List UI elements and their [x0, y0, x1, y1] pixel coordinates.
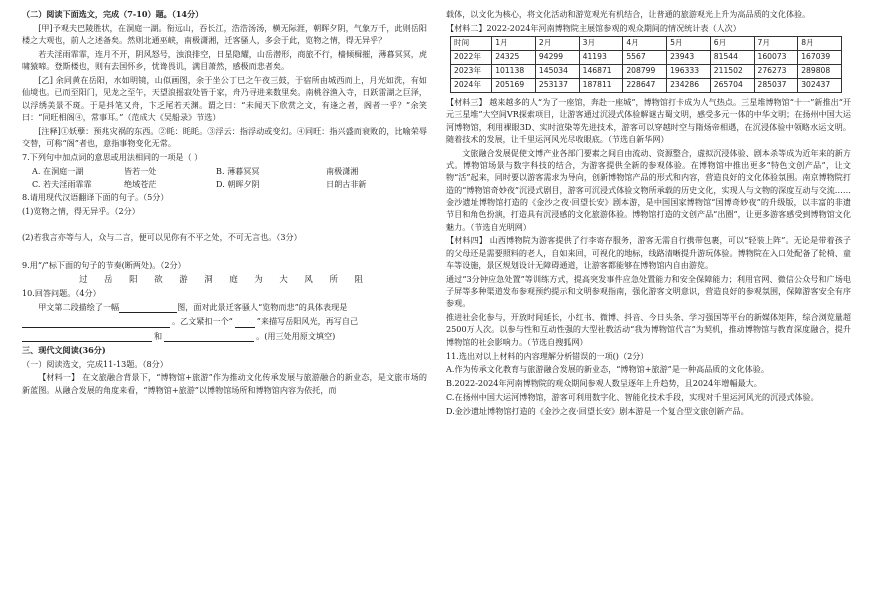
table-header-cell: 7月	[754, 37, 798, 51]
question-10-line-3: 和 。(用三处用原文填空)	[22, 330, 427, 342]
table-cell: 5567	[623, 51, 667, 65]
question-11-option-c: C.在扬州中国大运河博物馆，游客可利用数字化、智能化技术手段，实现对千里运河风光的沉浸式体验。	[446, 391, 819, 402]
table-cell: 211502	[710, 65, 754, 79]
material-1: 【材料一】 在文旅融合背景下，“博物馆+旅游”作为推动文化传承发展与旅游融合的新业态，是文旅市场的新蓝图。从融合发展的角度来看，“博物馆+旅游”以博物馆场所和博物馆内容为依托，而	[22, 372, 427, 395]
table-header-cell: 时间	[451, 37, 492, 51]
passage-jia-paragraph-2: 若夫淫雨霏霏，连月不开，阴风怒号，浊浪排空，日星隐耀，山岳潜形，商旅不行，樯倾楫摧，薄暮冥冥，虎啸猿啼。登斯楼也，则有去国怀乡，忧谗畏讥，满目萧然，感极而悲者矣。	[22, 48, 427, 72]
answer-blank[interactable]	[119, 303, 177, 313]
question-10: 10.回答问题。（4分）	[22, 288, 101, 299]
option-d: D. 朝晖夕阴	[216, 178, 260, 189]
question-10-line-2: 。乙文紧扣一个“ ”来描写岳阳风光，再写自己	[22, 315, 427, 327]
table-cell: 160073	[754, 51, 798, 65]
question-11-option-d: D.金沙遗址博物馆打造的《金沙之夜·回望长安》剧本游是一个复合型文旅创新产品。	[446, 405, 749, 416]
table-cell: 2024年	[451, 79, 492, 93]
option-a: A. 在洞庭一湖	[32, 165, 84, 176]
question-7-options-row-2	[32, 178, 427, 190]
table-header-cell: 4月	[623, 37, 667, 51]
material-4: 【材料四】 山西博物院为游客提供了行李寄存服务，游客无需自行携带包裹，可以“轻装上阵”。无论是带着孩子的父母还是需要照料的老人，自如来回，可视化的地标，线路清晰提升游玩体验。博物院在入口处配备了轮椅、童车等设施，景区规划设计无障碍通道，让游客都能够在博物馆内自由游览。	[446, 235, 851, 270]
table-row	[451, 79, 842, 93]
section-3-heading: 三、现代文阅读(36分)	[22, 344, 106, 355]
material-3-paragraph-2: 文旅融合发展促使文博产业各部门要素之间自由流动、资源整合，虚拟沉浸体验、剧本杀等成为近年来的新方式。博物馆场景与数字科技的结合，为游客提供全新的参观体验。在博物馆中推出更多“特色文创产品”，让文物“活”起来，同时要以游客需求为导向，创新博物馆产品的形式和内容，营造良好的文化体验氛围。南京博物院打造的“博物馆奇妙夜”沉浸式剧目，游客可沉浸式体验文物所承载的历史文化，实现人与文物的深度互动与交流……金沙遗址博物馆打造的《金沙之夜·回望长安》剧本游，是中国国家博物馆“国博奇妙夜”的升级版，以丰富的非遗节目和角色扮演，打造具有沉浸感的文化旅游体验。博物馆打造的文创产品“出圈”，让更多游客感受到博物馆文化魅力。（节选自光明网）	[446, 147, 851, 232]
table-cell: 146871	[579, 65, 623, 79]
question-10-text: 甲文第二段描绘了一幅 图，面对此景迁客骚人“览物而悲”的具体表现是	[38, 301, 348, 312]
question-11-option-a: A.作为传承文化教育与旅游融合发展的新业态，“博物馆+旅游”是一种高品质的文化体验。	[446, 364, 769, 375]
material-4-paragraph-3: 推进社会化参与，开放时间延长，小红书、微博、抖音、今日头条、学习强国等平台的新媒体矩阵，综合浏览量超2500万人次。以参与性和互动性强的大型社教活动“我为博物馆代言”为契机，推动博物馆与教育深度融合，提升博物馆的社会影响力。（节选自搜狐网）	[446, 312, 851, 347]
question-7: 7.下列句中加点词的意思或用法相同的一项是（ ）	[22, 151, 203, 162]
option-b: B. 薄暮冥冥	[216, 165, 260, 176]
table-cell: 23943	[667, 51, 711, 65]
answer-blank[interactable]	[235, 318, 255, 328]
answer-blank[interactable]	[164, 332, 254, 342]
material-1-continued: 载体，以文化为核心，将文化活动和游览观光有机结合，让普通的旅游观光上升为高品质的文化体验。	[446, 9, 811, 19]
table-cell: 302437	[798, 79, 842, 93]
table-cell: 41193	[579, 51, 623, 65]
table-row	[451, 51, 842, 65]
table-header-cell: 3月	[579, 37, 623, 51]
question-8: 8.请用现代汉语翻译下面的句子。（5分）	[22, 192, 169, 203]
table-cell: 2023年	[451, 65, 492, 79]
table-cell: 205169	[492, 79, 536, 93]
question-11: 11.选出对以上材料的内容理解分析错误的一项()（2分）	[446, 350, 649, 361]
table-cell: 208799	[623, 65, 667, 79]
table-cell: 196333	[667, 65, 711, 79]
passage-yi: [乙] 余同黄在岳阳，水如明镜，山似画图，余于坐公丁巳之午夜三鼓，于宿所由城西而上，月光如洗，有如仙境也。已而至阳门，见龙之至午，天望浪摇寂处皆于家，舟乃寻进来数里矣。南桃谷渔入寺，日跃雷湖之巨泽，以浮绣美景不斑。于是抖笔又舟，卞乏尾若天渊。谓之曰：“未闻天下欣赏之文，有逢之者，阁者一乎？”余笑曰：“同旺相阁④，常事耳。”（范成大《吴船录》节选）	[22, 74, 427, 122]
question-7-options-row-1	[32, 165, 427, 177]
material-2-title: 【材料二】2022-2024年河南博物院主展馆参观的观众期间的情况统计表（人次）	[446, 22, 741, 33]
material-3: 【材料三】 越来越多的人“为了一座馆，奔赴一座城”，博物馆打卡成为人气热点。三星堆博物馆“十一”新推出“开元三星堆”大空间VR探索项目，让游客通过沉浸式体验解谜古蜀文明，感受多元一体的中华文明；在扬州中国大运河博物馆，利用裸眼3D、实时渲染等先进技术，游客可以穿越时空与隋炀帝相遇，在沉浸体验中领略水运文明。随着技术的发展，让千里运河风光尽收眼底。（节选自新华网）	[446, 97, 851, 144]
table-cell: 276273	[754, 65, 798, 79]
question-8-1: (1)览物之情，得无异乎。（2分）	[22, 205, 140, 216]
option-a-pair: 皆若一处	[124, 165, 157, 176]
table-header-cell: 6月	[710, 37, 754, 51]
table-cell: 285037	[754, 79, 798, 93]
material-4-paragraph-2: 通过“3分钟应急处置”等训练方式，提高突发事件应急处置能力和安全保障能力；利用官网、微信公众号和广场电子屏等多种渠道发布参观预约提示和文明参观指南，强化游客文明意识，营造良好的参观氛围，保障游客安全有序参观。	[446, 273, 851, 309]
table-cell: 253137	[535, 79, 579, 93]
answer-blank[interactable]	[22, 332, 152, 342]
right-column	[446, 8, 851, 419]
option-b-pair: 南极潇湘	[326, 165, 359, 176]
table-header-cell: 1月	[492, 37, 536, 51]
question-9-sentence: 过 岳 阳 欲 游 洞 庭 为 大 风 所 阻	[79, 273, 370, 284]
question-8-2: (2)若我言亦等与人，众与二言，便可以见你有不平之处，不可无言也。（3分）	[22, 231, 302, 242]
table-row	[451, 65, 842, 79]
annotation-note: [注释]①妖孽：预兆灾祸的东西。②眊：眊眊。③浮云：指浮动或变幻。④同旺：指兴盛而衰败的，比喻荣辱交替，可称“阁”者也，意指事物变化无常。	[22, 125, 427, 148]
table-cell: 2022年	[451, 51, 492, 65]
table-cell: 187811	[579, 79, 623, 93]
question-11-option-b: B.2022-2024年河南博物院的观众期间参观人数呈逐年上升趋势，且2024年增幅最大。	[446, 378, 762, 389]
passage-jia-paragraph-1: [甲]予观夫巴陵胜状，在洞庭一湖。衔远山，吞长江，浩浩汤汤，横无际涯，朝晖夕阴，气象万千，此则岳阳楼之大观也，前人之述备矣。然则北通巫峡，南极潇湘，迁客骚人，多会于此，览物之情，得无异乎？	[22, 22, 427, 46]
table-cell: 145034	[535, 65, 579, 79]
table-cell: 167039	[798, 51, 842, 65]
table-header-cell: 5月	[667, 37, 711, 51]
table-header-cell: 2月	[535, 37, 579, 51]
table-cell: 94299	[535, 51, 579, 65]
option-d-pair: 日朗古非新	[326, 178, 367, 189]
table-cell: 24325	[492, 51, 536, 65]
answer-blank[interactable]	[22, 318, 170, 328]
table-cell: 101138	[492, 65, 536, 79]
option-c-pair: 绝域苍茫	[124, 178, 157, 189]
section-heading: （二）阅读下面选文，完成（7-10）题。（14分）	[22, 9, 204, 19]
visitor-statistics-table	[450, 36, 842, 93]
table-cell: 289808	[798, 65, 842, 79]
table-header-row	[451, 37, 842, 51]
option-c: C. 若夫淫雨霏霏	[32, 178, 92, 189]
table-cell: 228647	[623, 79, 667, 93]
table-cell: 234286	[667, 79, 711, 93]
subsection-1-heading: （一）阅读选文，完成11-13题。（8分）	[22, 358, 168, 369]
left-column	[22, 8, 427, 398]
table-cell: 265704	[710, 79, 754, 93]
table-cell: 81544	[710, 51, 754, 65]
question-9: 9.用“/”标下面的句子的节奏(断两处)。（2分）	[22, 259, 186, 270]
table-header-cell: 8月	[798, 37, 842, 51]
